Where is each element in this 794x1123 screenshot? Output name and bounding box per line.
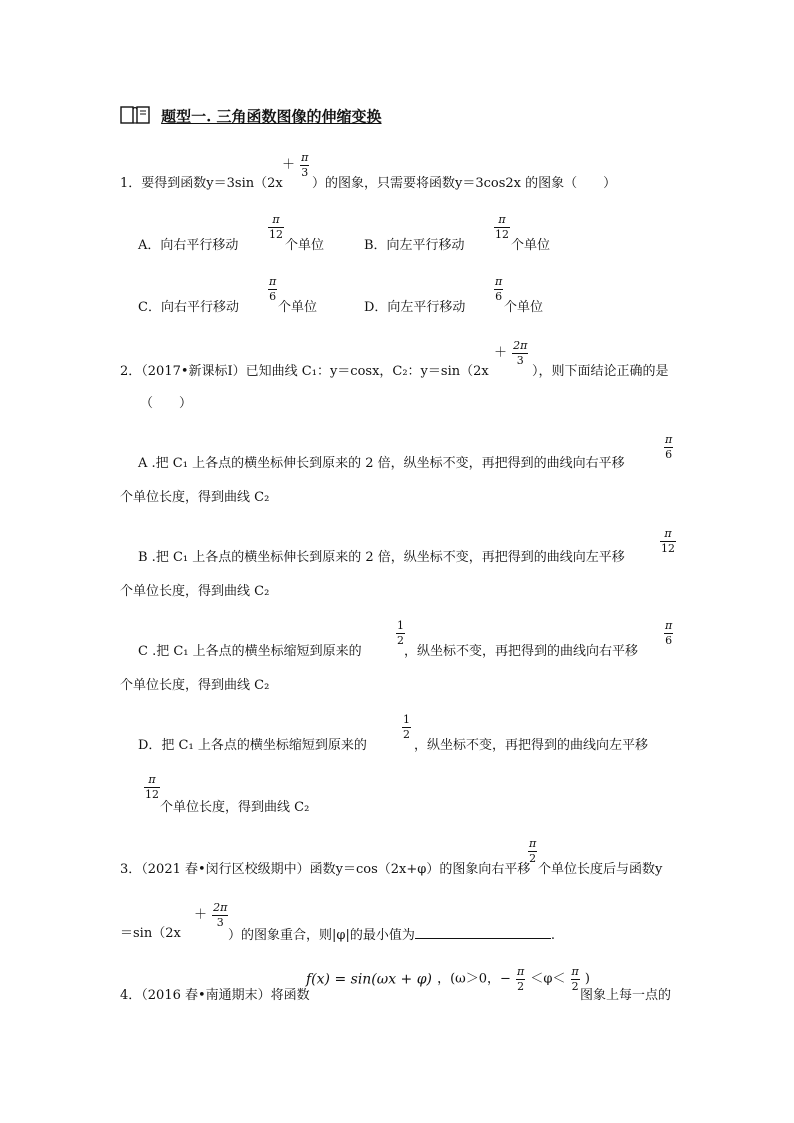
q1-c-num: π <box>269 275 277 288</box>
q1-frac-num: π <box>301 151 309 164</box>
q2-b-num: π <box>664 527 672 540</box>
question-2: 2．（2017•新课标Ⅰ）已知曲线 C₁：y＝cosx，C₂：y＝sin（2x <box>120 364 489 379</box>
q2-c-half-den: 2 <box>397 634 404 647</box>
q2-paren: （ ） <box>140 396 193 411</box>
q4-frac-num: π <box>517 965 525 978</box>
q1-option-d-label: D．向左平行移动 <box>364 300 466 315</box>
q1-option-d-frac <box>494 276 503 304</box>
q1-option-c-frac <box>268 276 277 304</box>
q2-a-num: π <box>665 433 673 446</box>
q1-option-d[interactable] <box>364 300 465 316</box>
question-3: 3．（2021 春•闵行区校级期中）函数y＝cos（2x+φ）的图象向右平移 <box>120 862 531 877</box>
q2-option-d-cont: 个单位长度，得到曲线 C₂ <box>160 800 310 815</box>
q2-option-d-mid: ，纵坐标不变，再把得到的曲线向左平移 <box>414 738 649 753</box>
q3-frac-num: π <box>529 837 537 850</box>
q3-line1b: 个单位长度后与函数y <box>538 862 663 877</box>
q2-option-c-cont: 个单位长度，得到曲线 C₂ <box>120 678 270 693</box>
section-title: 题型一. 三角函数图像的伸缩变换 <box>161 107 382 126</box>
q2-fraction <box>494 340 528 367</box>
q1-b-num: π <box>498 213 506 226</box>
q2-option-c-mid: ，纵坐标不变，再把得到的曲线向右平移 <box>404 644 639 659</box>
q4-cond: ，(ω＞0，− <box>437 971 511 987</box>
q3-frac2-num: 2π <box>213 901 228 914</box>
q2-c-den: 6 <box>665 634 673 647</box>
q3-frac-den: 2 <box>529 852 537 865</box>
q1-c-den: 6 <box>269 290 277 303</box>
q3-line2b-text: ）的图象重合，则|φ|的最小值为 <box>228 928 415 943</box>
q4-formula <box>306 966 590 993</box>
q3-fraction <box>528 838 537 866</box>
q2-frac-num: 2π <box>513 339 528 352</box>
q1-d-num: π <box>495 275 503 288</box>
q1-a-num: π <box>272 213 280 226</box>
q2-option-d-half <box>402 714 411 742</box>
q1-b-den: 12 <box>495 228 509 241</box>
q1-option-a-unit: 个单位 <box>285 238 325 253</box>
q2-option-a-frac <box>664 434 673 462</box>
q1-plus: ＋ <box>282 157 296 173</box>
q3-period: . <box>550 928 556 943</box>
q2-option-d[interactable]: D．把 C₁ 上各点的横坐标缩短到原来的 <box>138 738 367 753</box>
q2-option-a-cont: 个单位长度，得到曲线 C₂ <box>120 490 270 505</box>
q2-c-half-num: 1 <box>397 619 404 632</box>
q2-option-b-frac <box>660 528 676 556</box>
q2-option-b-cont: 个单位长度，得到曲线 C₂ <box>120 584 270 599</box>
q2-plus: ＋ <box>494 345 508 361</box>
q1-option-c-unit: 个单位 <box>278 300 318 315</box>
q4-close: ) <box>584 971 590 987</box>
q1-option-c[interactable] <box>138 300 239 316</box>
q1-post: ）的图象，只需要将函数y＝3cos2x 的图象（ ） <box>312 176 617 191</box>
q3-fraction-2 <box>194 902 228 929</box>
q2-option-d-frac <box>144 774 160 802</box>
q1-option-c-label: C．向右平行移动 <box>138 300 239 315</box>
q2-option-c-frac <box>664 620 673 648</box>
q1-pre: 1．要得到函数 <box>120 176 207 191</box>
q2-frac-den: 3 <box>516 354 524 367</box>
q1-fraction <box>282 152 309 179</box>
q1-option-d-unit: 个单位 <box>504 300 544 315</box>
q4-post: 图象上每一点的 <box>580 988 672 1003</box>
q2-c-num: π <box>665 619 673 632</box>
q1-option-a-label: A．向右平行移动 <box>138 238 239 253</box>
q2-post: ），则下面结论正确的是 <box>532 364 669 379</box>
q1-option-b-frac <box>494 214 510 242</box>
q2-a-den: 6 <box>665 448 673 461</box>
book-icon <box>120 104 150 130</box>
question-4: 4．（2016 春•南通期末）将函数 <box>120 988 310 1003</box>
q4-frac2-num: π <box>571 965 579 978</box>
q3-line2: ＝sin（2x <box>120 926 181 941</box>
q4-frac2-den: 2 <box>571 980 579 993</box>
q2-d-den: 12 <box>145 788 159 801</box>
q3-plus: ＋ <box>194 907 208 923</box>
q2-option-a[interactable]: A .把 C₁ 上各点的横坐标伸长到原来的 2 倍，纵坐标不变，再把得到的曲线向右平移 <box>138 456 625 471</box>
q4-lt: ＜φ＜ <box>530 971 566 987</box>
q1-option-a[interactable] <box>138 238 238 254</box>
q2-option-c[interactable]: C .把 C₁ 上各点的横坐标缩短到原来的 <box>138 644 362 659</box>
q2-d-half-num: 1 <box>403 713 410 726</box>
q1-a-den: 12 <box>269 228 283 241</box>
q2-d-num: π <box>148 773 156 786</box>
q3-answer-blank[interactable] <box>415 926 551 939</box>
question-1 <box>120 176 283 192</box>
q1-frac-den: 3 <box>301 166 309 179</box>
q3-frac2-den: 3 <box>216 916 224 929</box>
q4-frac-den: 2 <box>517 980 525 993</box>
q2-d-half-den: 2 <box>403 728 410 741</box>
q2-b-den: 12 <box>661 542 675 555</box>
q1-option-b-unit: 个单位 <box>511 238 551 253</box>
section-heading <box>120 104 382 130</box>
q1-option-a-frac <box>268 214 284 242</box>
q4-formula-text: f(x) = sin(ωx + φ) <box>306 971 432 988</box>
q1-function: y＝3sin（2x <box>206 176 283 191</box>
q1-option-b-label: B．向左平行移动 <box>364 238 465 253</box>
q1-d-den: 6 <box>495 290 503 303</box>
q2-option-b[interactable]: B .把 C₁ 上各点的横坐标伸长到原来的 2 倍，纵坐标不变，再把得到的曲线向左平移 <box>138 550 625 565</box>
q3-line2b <box>228 926 555 944</box>
q1-option-b[interactable] <box>364 238 465 254</box>
